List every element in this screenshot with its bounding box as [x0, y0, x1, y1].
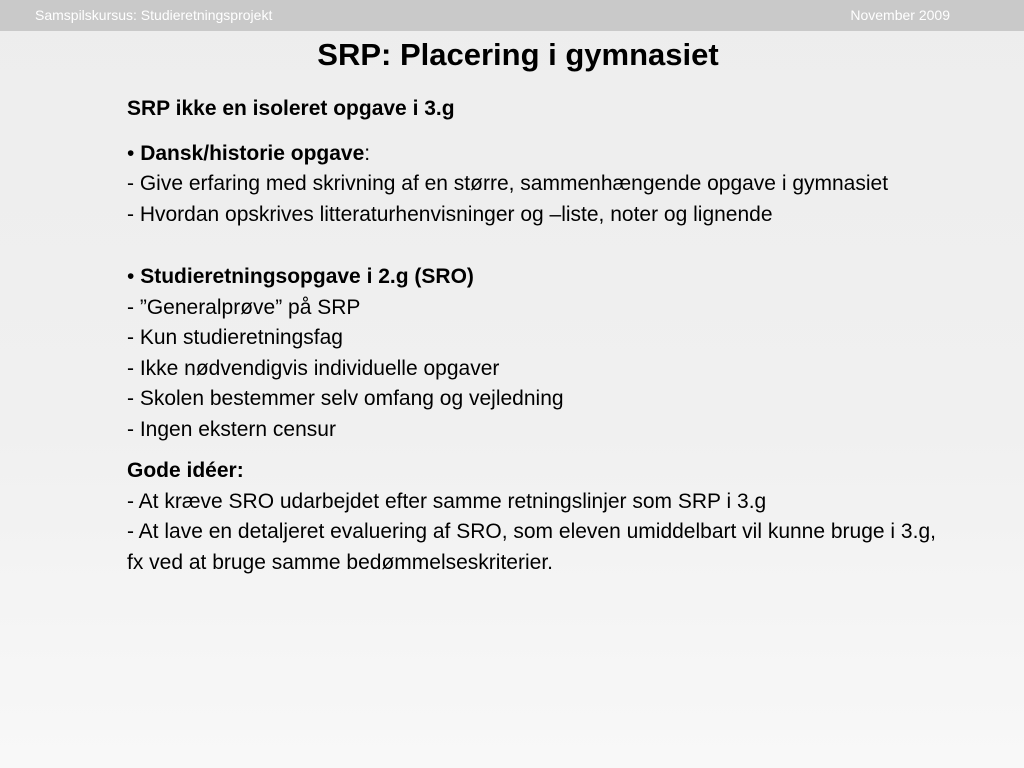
slide-title: SRP: Placering i gymnasiet — [317, 37, 719, 72]
course-name: Samspilskursus: Studieretningsprojekt — [35, 7, 273, 23]
section-heading-sro — [127, 262, 937, 293]
text-line: - Skolen bestemmer selv omfang og vejledning — [127, 387, 564, 410]
bullet: • — [127, 265, 135, 288]
section-heading-dansk-historie — [127, 139, 937, 170]
heading-text: Studieretningsopgave i 2.g (SRO) — [140, 265, 474, 288]
text-line: - Ikke nødvendigvis individuelle opgaver — [127, 356, 500, 380]
text-line: - Hvordan opskrives litteraturhenvisninger og –liste, noter og lignende — [127, 202, 773, 226]
heading-text: Dansk/historie opgave — [140, 141, 365, 165]
bullet: • — [127, 141, 135, 165]
header-bar — [0, 0, 1024, 31]
section-heading-gode-ideer — [127, 456, 937, 487]
heading-text: Gode idéer: — [127, 459, 244, 482]
date-label: November 2009 — [850, 7, 950, 23]
spacer — [127, 445, 937, 456]
slide-subtitle: SRP ikke en isoleret opgave i 3.g — [127, 97, 455, 120]
slide-body — [127, 94, 937, 578]
text-line: - Ingen ekstern censur — [127, 417, 336, 441]
text-line: - Kun studieretningsfag — [127, 326, 343, 349]
text-line: - At kræve SRO udarbejdet efter samme retningslinjer som SRP i 3.g — [127, 489, 767, 513]
text-line: - At lave en detaljeret evaluering af SRO, som eleven umiddelbart vil kunne bruge i 3.g, fx ved at bruge samme bedømmelseskriterier. — [127, 520, 936, 574]
text-line: - ”Generalprøve” på SRP — [127, 295, 361, 319]
text-line: - Give erfaring med skrivning af en større, sammenhængende opgave i gymnasiet — [127, 172, 889, 195]
heading-suffix: : — [364, 141, 371, 165]
spacer — [127, 230, 937, 262]
